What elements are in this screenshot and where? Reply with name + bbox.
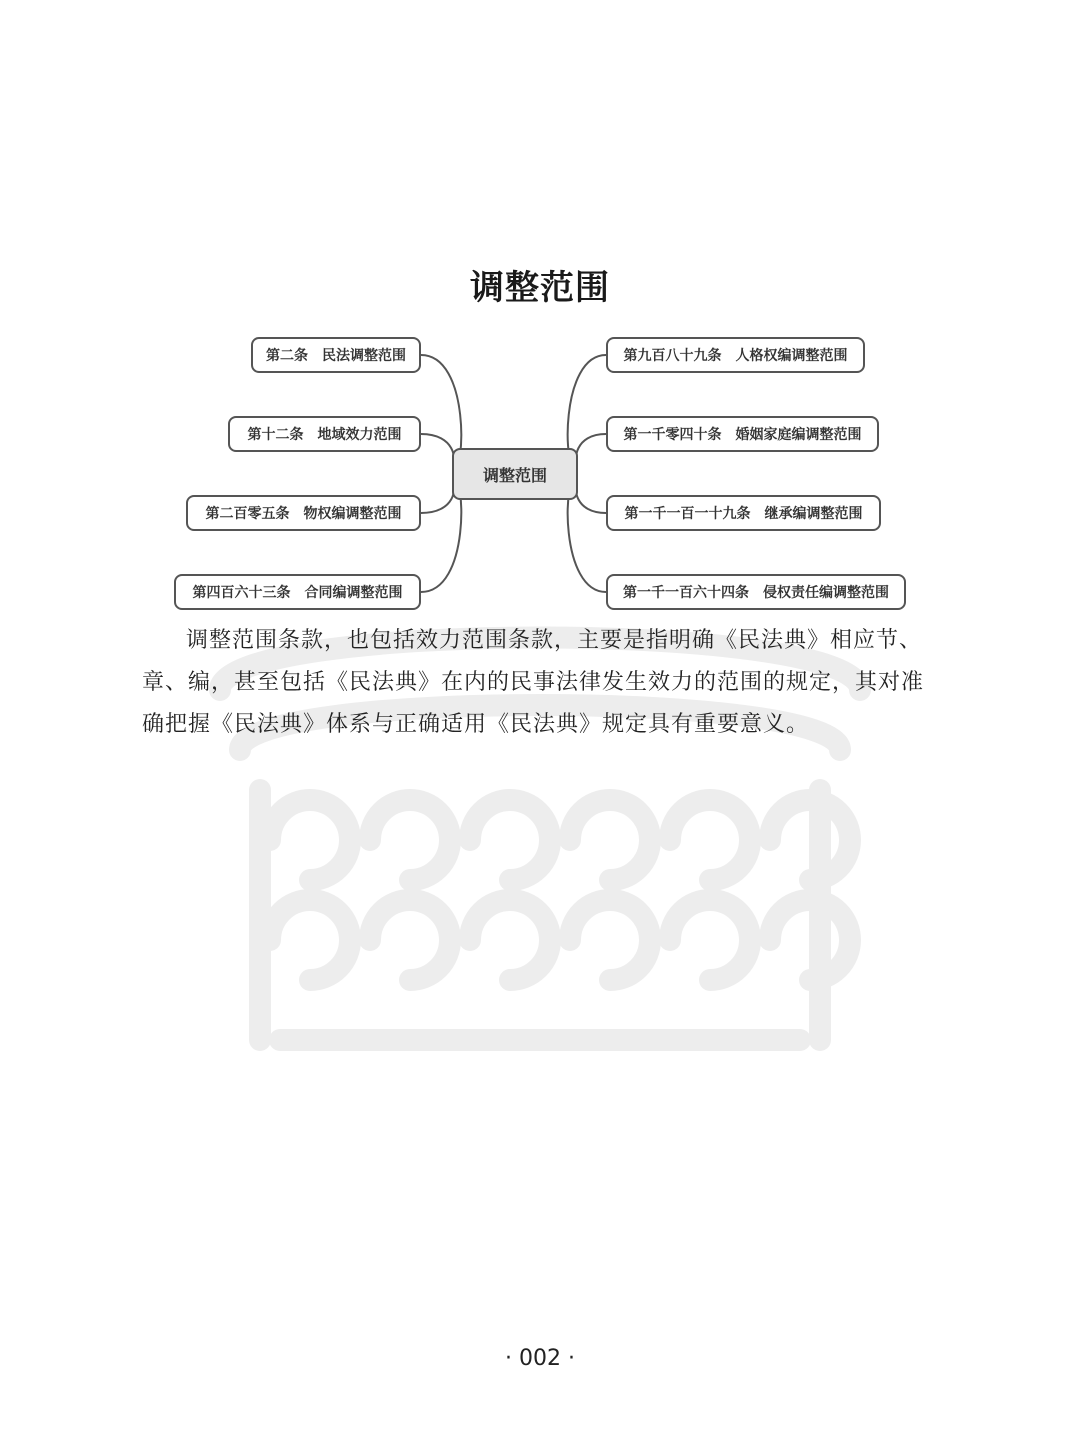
mind-map-node-right-1: 第九百八十九条 人格权编调整范围 (606, 337, 865, 373)
connector-right-3 (576, 486, 606, 513)
mind-map-node-right-3: 第一千一百一十九条 继承编调整范围 (606, 495, 881, 531)
mind-map-node-right-4: 第一千一百六十四条 侵权责任编调整范围 (606, 574, 906, 610)
mind-map-node-left-3: 第二百零五条 物权编调整范围 (186, 495, 421, 531)
connector-left-2 (421, 434, 454, 462)
mind-map-node-left-2: 第十二条 地域效力范围 (228, 416, 421, 452)
mind-map-node-left-1: 第二条 民法调整范围 (251, 337, 421, 373)
mind-map-node-right-2: 第一千零四十条 婚姻家庭编调整范围 (606, 416, 879, 452)
mind-map-center-node: 调整范围 (452, 448, 578, 500)
page-number: · 002 · (505, 1346, 575, 1371)
connector-left-3 (421, 486, 454, 513)
body-paragraph: 调整范围条款，也包括效力范围条款，主要是指明确《民法典》相应节、章、编，甚至包括《民法典》在内的民事法律发生效力的范围的规定，其对准确把握《民法典》体系与正确适用《民法典》规定具有重要意义。 (142, 628, 925, 737)
mind-map-node-left-4: 第四百六十三条 合同编调整范围 (174, 574, 421, 610)
connector-right-2 (576, 434, 606, 462)
page-title: 调整范围 (470, 268, 610, 308)
